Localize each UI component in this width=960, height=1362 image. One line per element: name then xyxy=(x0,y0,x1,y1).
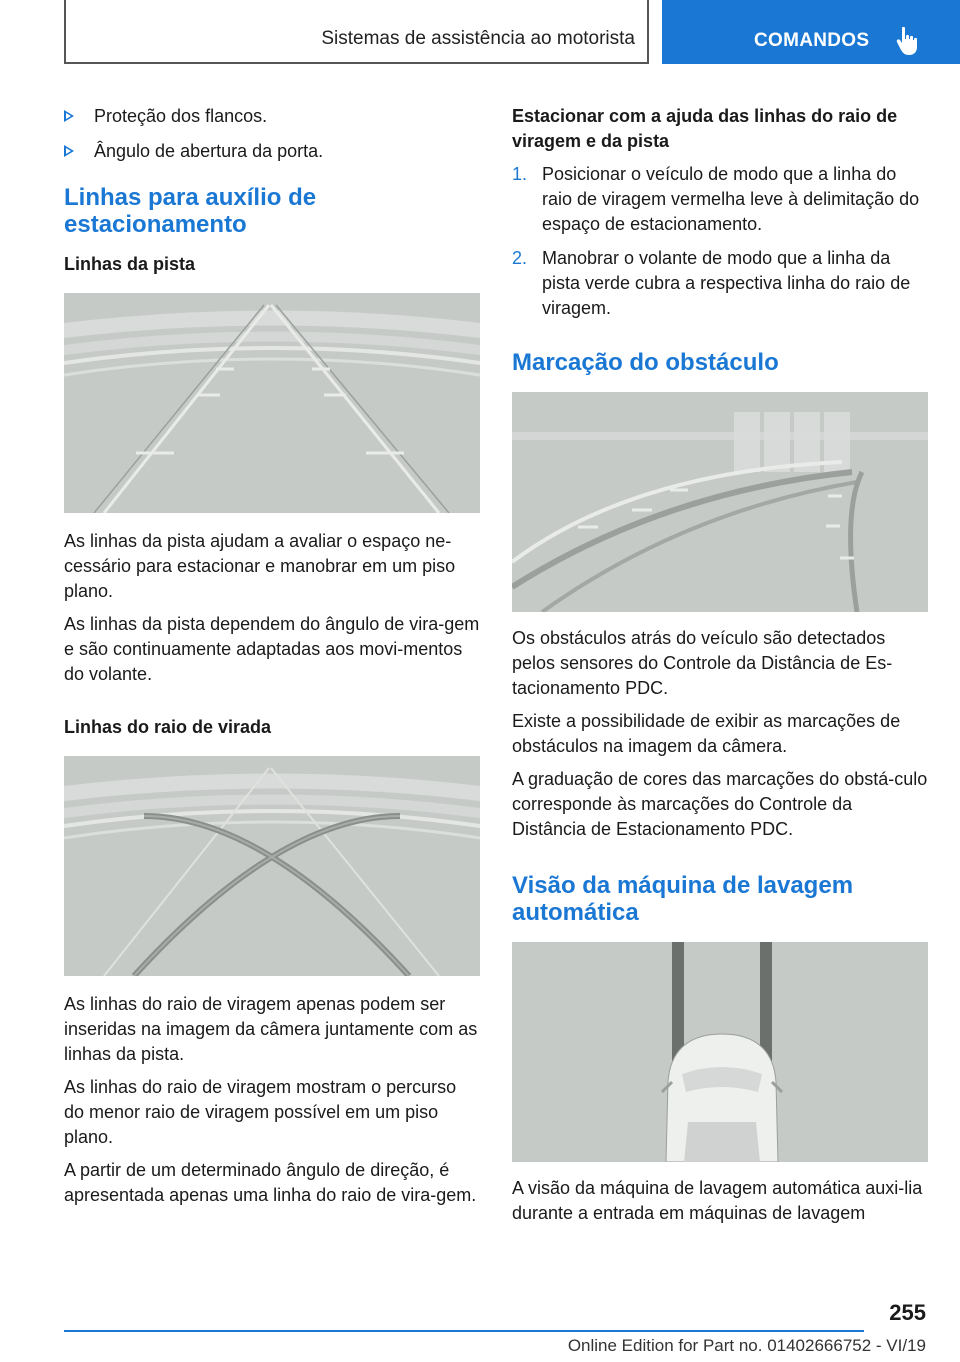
paragraph: As linhas do raio de viragem apenas podem ser inseridas na imagem da câmera juntamente com as linhas da pista. xyxy=(64,994,478,1064)
paragraph: Os obstáculos atrás do veículo são detectados pelos sensores do Controle da Distância de Es-tacionamento PDC. xyxy=(512,628,893,698)
footer-divider xyxy=(64,1330,864,1332)
subheading-track-lines: Linhas da pista xyxy=(64,254,196,274)
bullet-item: Ângulo de abertura da porta. xyxy=(64,139,480,164)
step-item: 1. Posicionar o veículo de modo que a linha do raio de viragem vermelha leve à delimitação do espaço de estacionamento. xyxy=(512,164,920,234)
left-column xyxy=(64,104,480,1216)
paragraph: As linhas do raio de viragem mostram o percurso do menor raio de viragem possível em um piso plano. xyxy=(64,1077,457,1147)
track-lines-figure xyxy=(64,293,480,513)
header-section-box xyxy=(64,0,649,64)
chapter-tab-label: COMANDOS xyxy=(754,30,870,51)
header-chapter-tab[interactable] xyxy=(662,0,960,64)
paragraph: A partir de um determinado ângulo de direção, é apresentada apenas uma linha do raio de vira-gem. xyxy=(64,1160,477,1205)
triangle-bullet-icon xyxy=(64,110,74,122)
section-heading-car-wash-view: Visão da máquina de lavagem automática xyxy=(512,872,854,926)
pointing-hand-icon xyxy=(896,26,922,56)
section-heading-obstacle-marking: Marcação do obstáculo xyxy=(512,349,779,376)
paragraph: A graduação de cores das marcações do obstá-culo corresponde às marcações do Controle da Distância de Estacionamento PDC. xyxy=(512,769,928,839)
right-column xyxy=(512,104,928,1234)
page-number: 255 xyxy=(889,1300,926,1325)
subheading-turning-radius-lines: Linhas do raio de virada xyxy=(64,717,272,737)
step-item: 2. Manobrar o volante de modo que a linha da pista verde cubra a respectiva linha do raio de viragem. xyxy=(512,248,911,318)
subheading-parking-with-lines: Estacionar com a ajuda das linhas do raio de viragem e da pista xyxy=(512,106,898,151)
car-wash-figure xyxy=(512,942,928,1162)
paragraph: Existe a possibilidade de exibir as marcações de obstáculos na imagem da câmera. xyxy=(512,711,901,756)
obstacle-marking-figure xyxy=(512,392,928,612)
turning-radius-figure xyxy=(64,756,480,976)
paragraph: A visão da máquina de lavagem automática auxi-lia durante a entrada em máquinas de lavagem xyxy=(512,1178,923,1223)
bullet-item: Proteção dos flancos. xyxy=(64,104,480,129)
triangle-bullet-icon xyxy=(64,145,74,157)
paragraph: As linhas da pista dependem do ângulo de vira-gem e são continuamente adaptadas aos movi-mentos do volante. xyxy=(64,614,480,684)
edition-footer: Online Edition for Part no. 01402666752 - VI/19 xyxy=(567,1336,926,1355)
header-section-title: Sistemas de assistência ao motorista xyxy=(321,28,635,49)
section-heading-parking-lines: Linhas para auxílio de estacionamento xyxy=(64,184,317,238)
paragraph: As linhas da pista ajudam a avaliar o espaço ne-cessário para estacionar e manobrar em um piso plano. xyxy=(64,531,456,601)
